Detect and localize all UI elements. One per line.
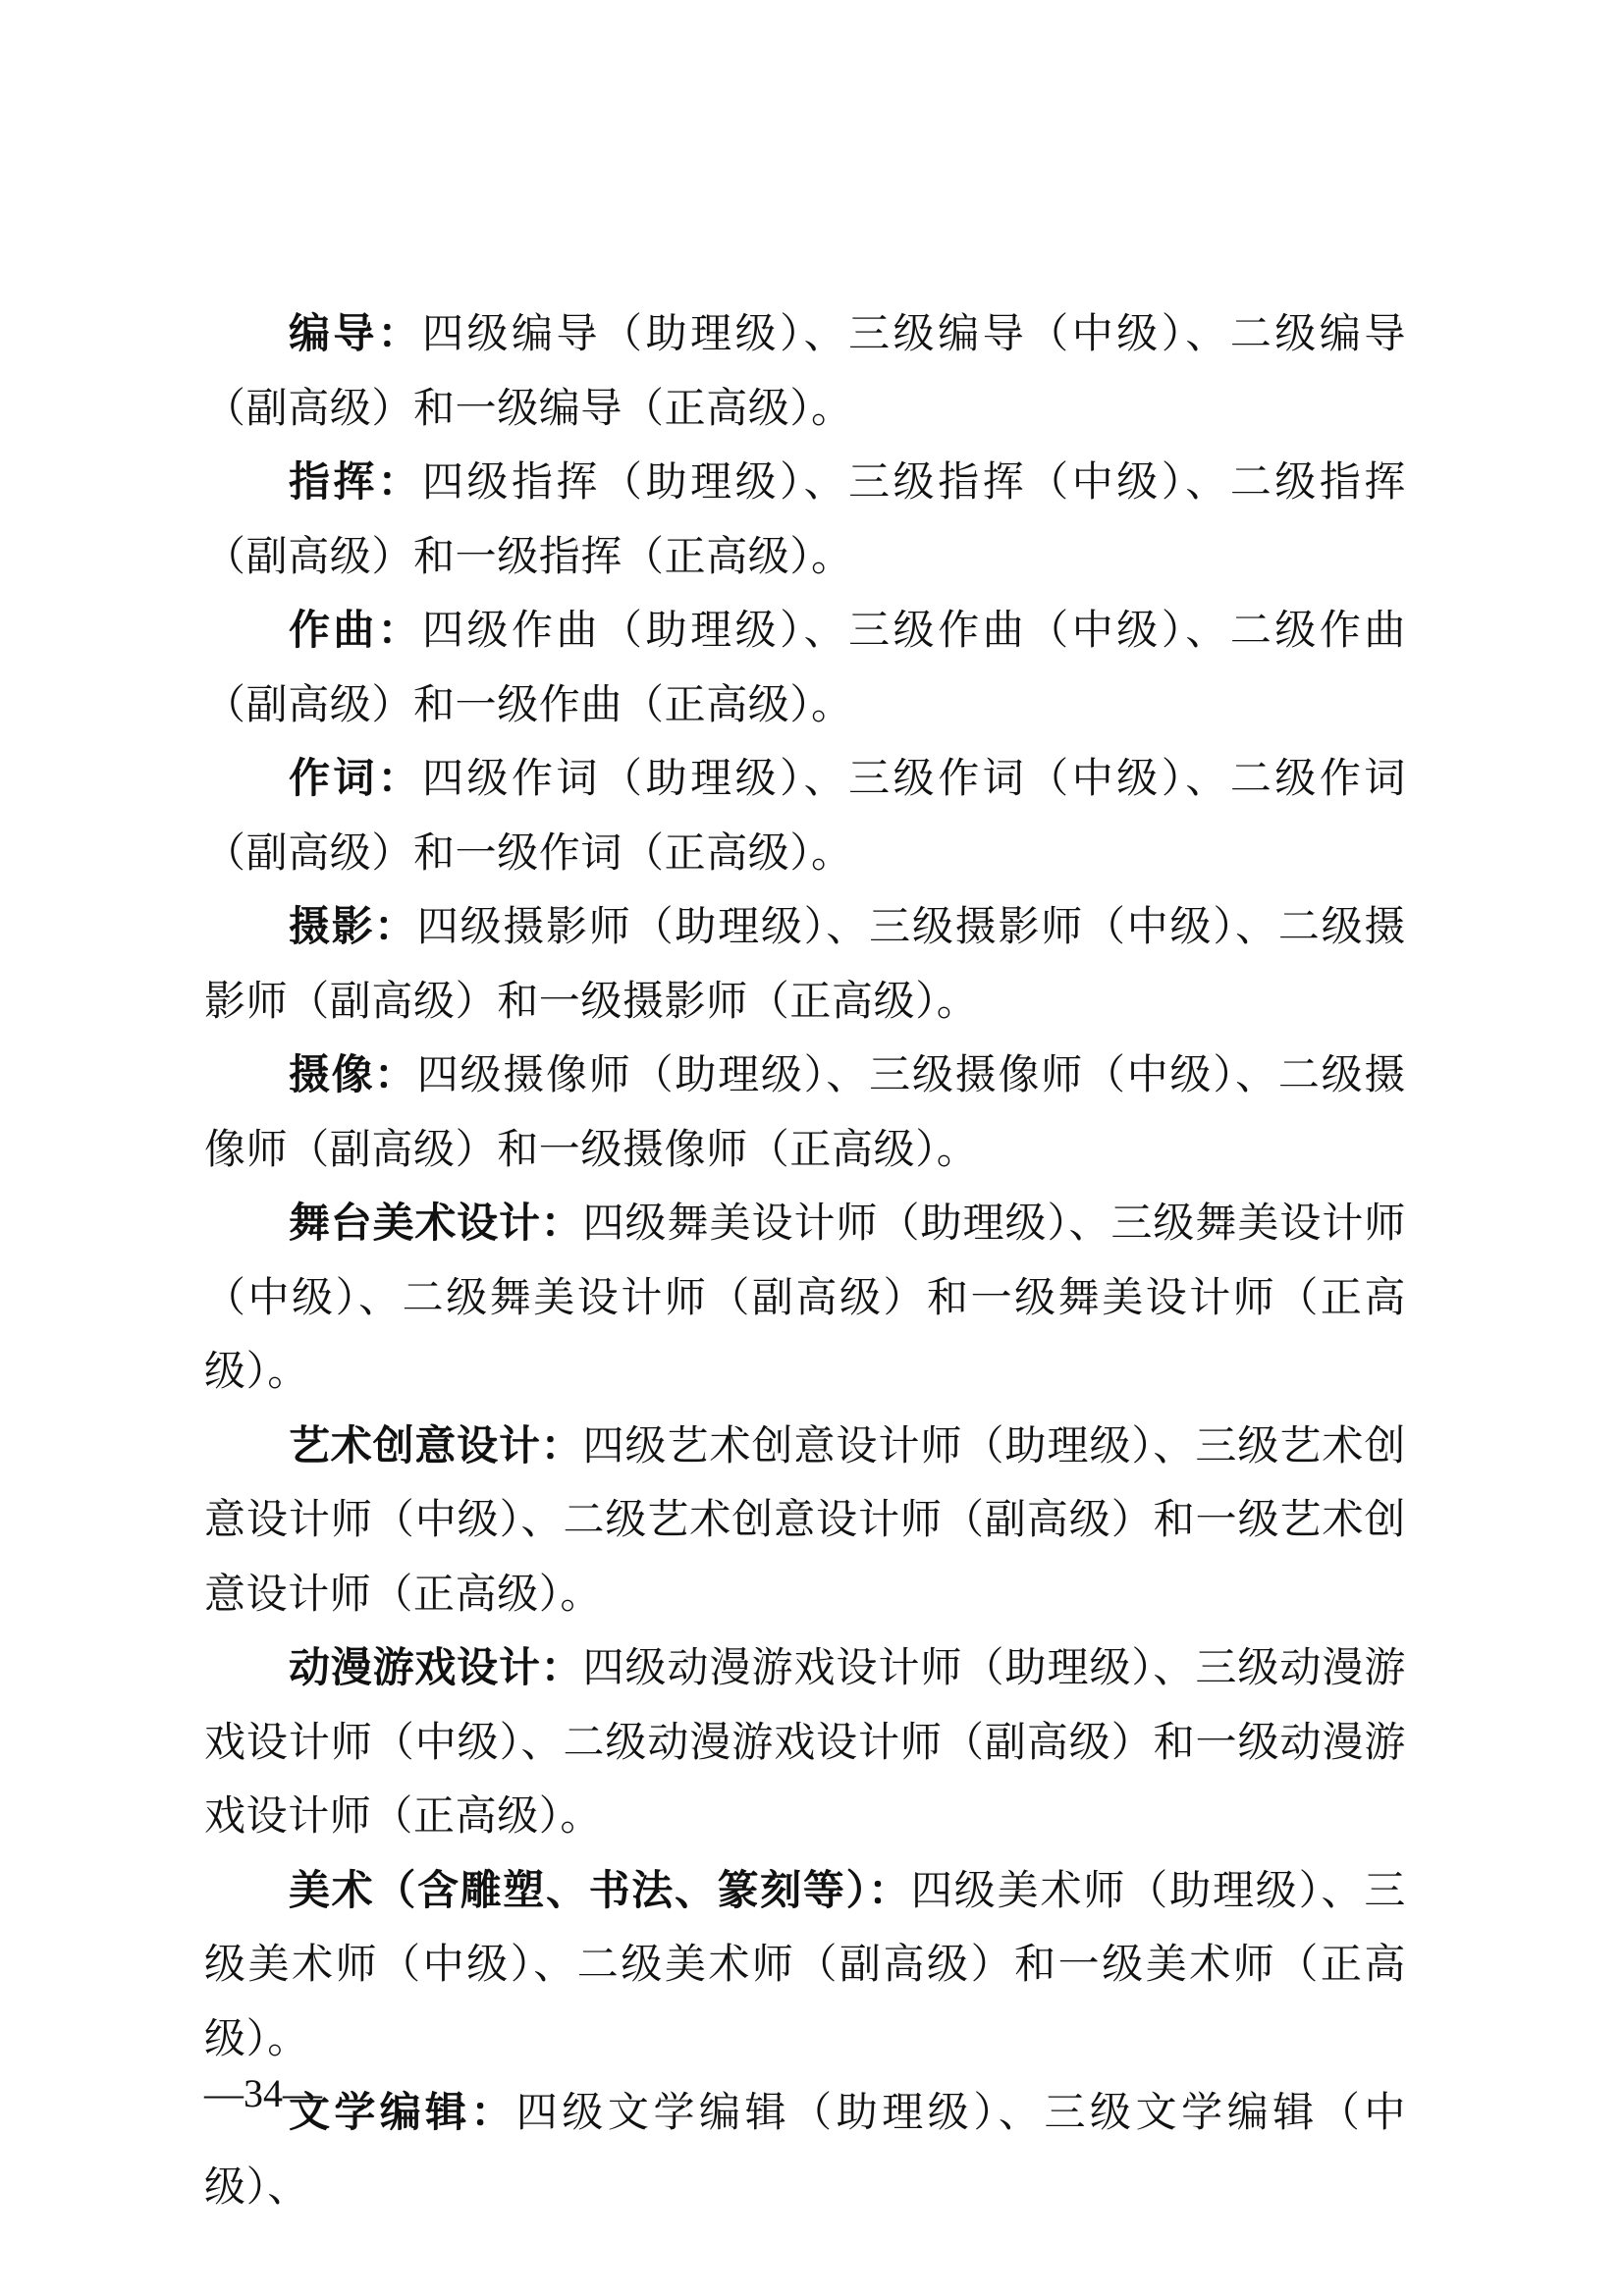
paragraph-text: 四级艺术创意设计师（助理级）、三级艺术创意设计师（中级）、二级艺术创意设计师（副高级）和一级艺术创意设计师（正高级）。 bbox=[204, 1420, 1406, 1618]
paragraph-stage-design bbox=[204, 1186, 1406, 1409]
paragraph-text: 四级作词（助理级）、三级作词（中级）、二级作词（副高级）和一级作词（正高级）。 bbox=[204, 754, 1406, 877]
paragraph-conductor bbox=[204, 445, 1406, 593]
paragraph-text: 四级动漫游戏设计师（助理级）、三级动漫游戏设计师（中级）、二级动漫游戏设计师（副高级）和一级动漫游戏设计师（正高级）。 bbox=[204, 1643, 1406, 1840]
paragraph-text: 四级作曲（助理级）、三级作曲（中级）、二级作曲（副高级）和一级作曲（正高级）。 bbox=[204, 606, 1406, 728]
paragraph-text: 四级美术师（助理级）、三级美术师（中级）、二级美术师（副高级）和一级美术师（正高级）。 bbox=[204, 1865, 1406, 2062]
paragraph-term: 文学编辑： bbox=[289, 2088, 516, 2136]
paragraph-term: 编导： bbox=[289, 309, 422, 357]
page-number: —34— bbox=[204, 2071, 322, 2115]
paragraph-text: 四级舞美设计师（助理级）、三级舞美设计师（中级）、二级舞美设计师（副高级）和一级舞美设计师（正高级）。 bbox=[204, 1199, 1406, 1395]
paragraph-term: 摄像： bbox=[289, 1050, 417, 1098]
paragraph-animation-game-design bbox=[204, 1630, 1406, 1853]
paragraph-text: 四级摄像师（助理级）、三级摄像师（中级）、二级摄像师（副高级）和一级摄像师（正高级）。 bbox=[204, 1050, 1407, 1173]
paragraph-creative-design bbox=[204, 1409, 1406, 1631]
paragraph-term: 指挥： bbox=[289, 457, 422, 506]
paragraph-text: 四级指挥（助理级）、三级指挥（中级）、二级指挥（副高级）和一级指挥（正高级）。 bbox=[204, 457, 1406, 580]
paragraph-text: 四级编导（助理级）、三级编导（中级）、二级编导（副高级）和一级编导（正高级）。 bbox=[204, 309, 1406, 432]
paragraph-term: 美术（含雕塑、书法、篆刻等）： bbox=[289, 1865, 911, 1914]
paragraph-term: 动漫游戏设计： bbox=[289, 1643, 583, 1691]
paragraph-videographer bbox=[204, 1038, 1406, 1186]
paragraph-lyricist bbox=[204, 741, 1406, 889]
paragraph-fine-arts bbox=[204, 1853, 1406, 2076]
paragraph-term: 舞台美术设计： bbox=[289, 1199, 583, 1247]
paragraph-text: 四级摄影师（助理级）、三级摄影师（中级）、二级摄影师（副高级）和一级摄影师（正高级）。 bbox=[204, 902, 1407, 1025]
paragraph-literary-editor bbox=[204, 2075, 1406, 2223]
paragraph-composer bbox=[204, 593, 1406, 741]
paragraph-text: 四级文学编辑（助理级）、三级文学编辑（中级）、 bbox=[204, 2088, 1406, 2211]
paragraph-choreographer bbox=[204, 296, 1406, 445]
paragraph-term: 作曲： bbox=[289, 606, 422, 654]
paragraph-photographer bbox=[204, 889, 1406, 1038]
paragraph-term: 作词： bbox=[289, 754, 422, 802]
document-body bbox=[204, 296, 1406, 2223]
paragraph-term: 摄影： bbox=[289, 902, 417, 950]
paragraph-term: 艺术创意设计： bbox=[289, 1420, 583, 1469]
